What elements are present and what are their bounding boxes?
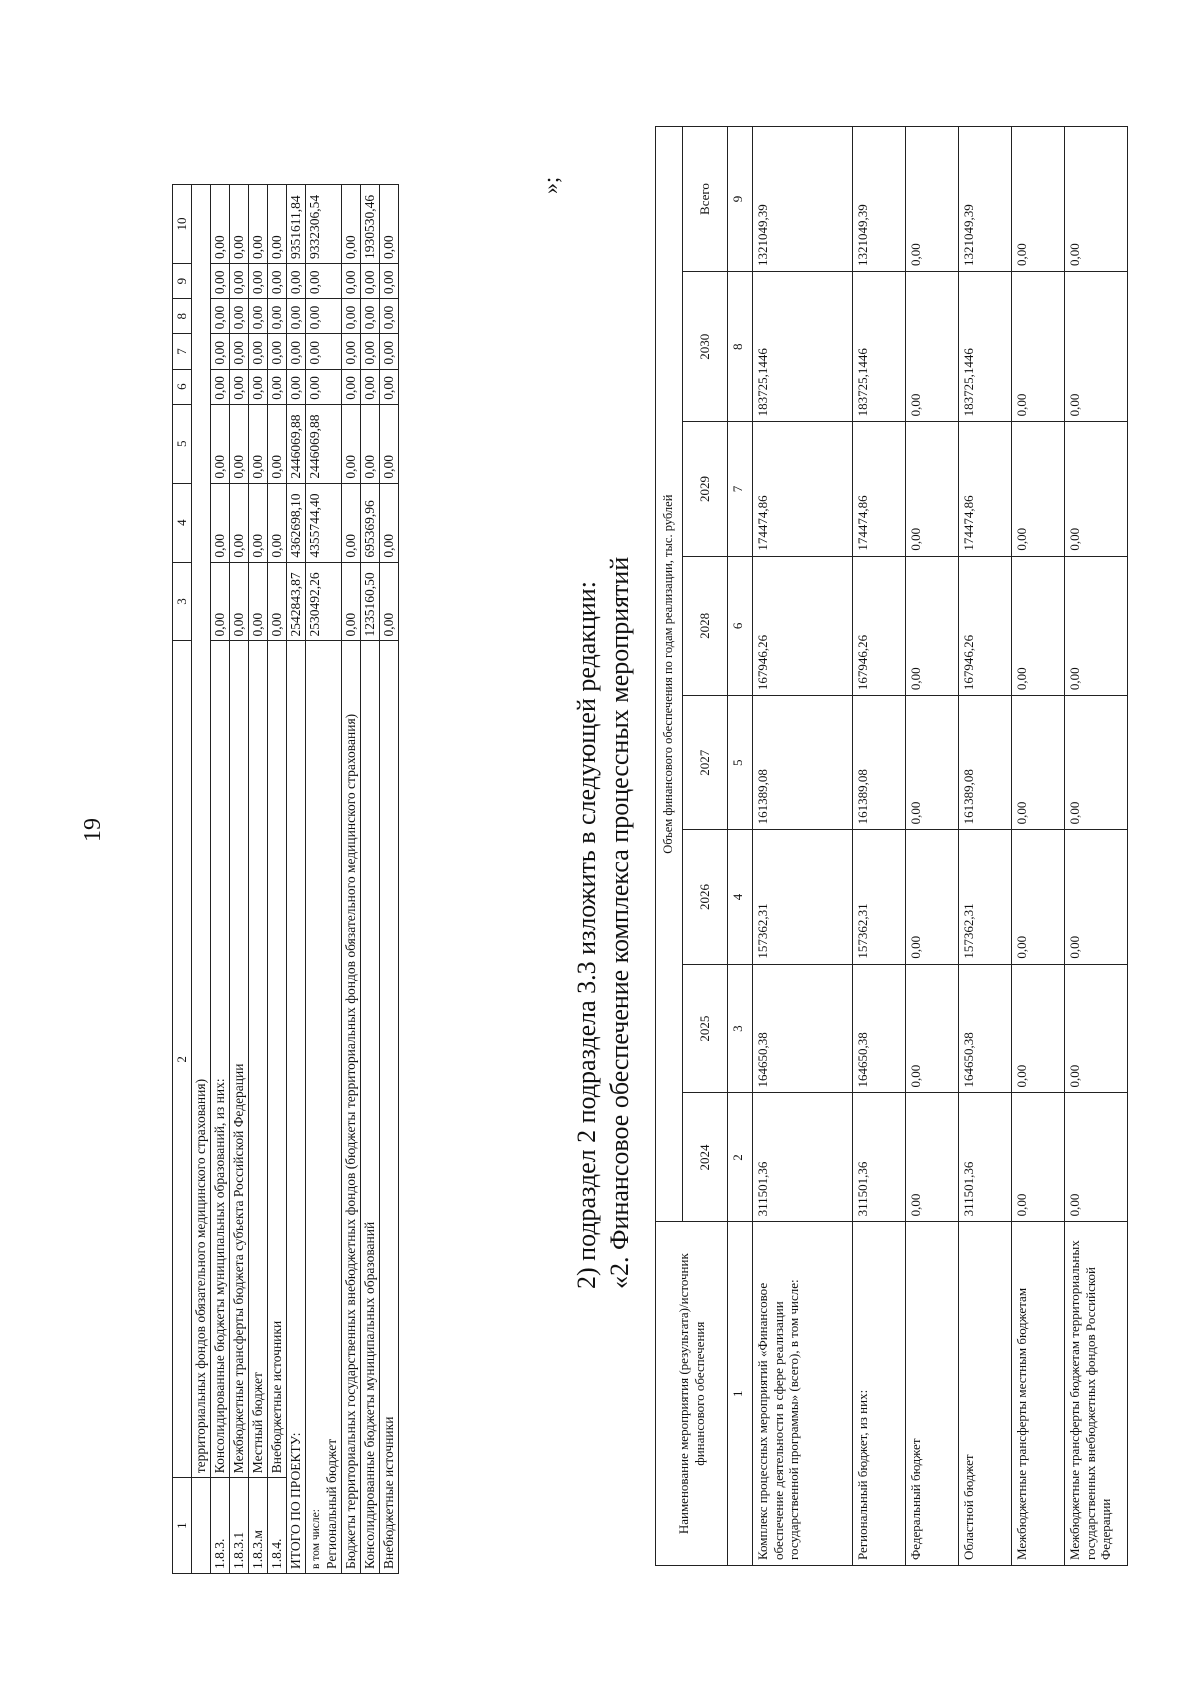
value-cell: 0,00 xyxy=(1012,556,1065,696)
value-cell: 0,00 xyxy=(249,334,268,369)
value-cell: 695369,96 xyxy=(361,483,380,562)
header-cell: Объем финансового обеспечения по годам реализации, тыс. рублей xyxy=(656,127,683,1222)
value-cell: 0,00 xyxy=(1065,830,1128,964)
value-cell: 0,00 xyxy=(380,369,399,404)
table-row xyxy=(287,185,306,1574)
value-cell: 0,00 xyxy=(380,263,399,298)
row-label-prefix: в том числе: xyxy=(310,1509,322,1569)
project-budget-table xyxy=(172,184,399,1574)
column-number: 2 xyxy=(728,1093,753,1222)
column-number: 3 xyxy=(728,964,753,1093)
page-number: 19 xyxy=(80,818,106,842)
value-cell: 0,00 xyxy=(268,369,287,404)
value-cell: 167946,26 xyxy=(853,556,906,696)
year-header: Всего xyxy=(683,127,728,272)
column-number: 9 xyxy=(728,127,753,272)
value-cell: 0,00 xyxy=(380,185,399,264)
value-cell: 0,00 xyxy=(230,404,249,483)
value-cell: 0,00 xyxy=(906,830,959,964)
value-cell: 164650,38 xyxy=(959,964,1012,1093)
table-row xyxy=(342,185,361,1574)
table-row xyxy=(380,185,399,1574)
row-label xyxy=(306,641,342,1574)
value-cell: 0,00 xyxy=(1012,1093,1065,1222)
section-title: «2. Финансовое обеспечение комплекса процессных мероприятий xyxy=(605,556,634,1289)
value-cell: 2530492,26 xyxy=(306,562,342,641)
column-number: 8 xyxy=(728,272,753,422)
table-row xyxy=(211,185,230,1574)
value-cell: 167946,26 xyxy=(753,556,853,696)
value-cell: 0,00 xyxy=(1065,272,1128,422)
value-cell: 0,00 xyxy=(230,562,249,641)
value-cell: 0,00 xyxy=(1065,1093,1128,1222)
value-cell: 0,00 xyxy=(342,404,361,483)
value-cell: 0,00 xyxy=(342,185,361,264)
value-cell: 1321049,39 xyxy=(853,127,906,272)
value-cell: 0,00 xyxy=(1012,830,1065,964)
value-cell: 9351611,84 xyxy=(287,185,306,264)
value-cell: 0,00 xyxy=(268,483,287,562)
value-cell: 0,00 xyxy=(1012,127,1065,272)
value-cell: 0,00 xyxy=(1012,964,1065,1093)
value-cell: 0,00 xyxy=(268,299,287,334)
table-header-row xyxy=(173,185,192,1574)
value-cell: 0,00 xyxy=(906,964,959,1093)
row-label: Консолидированные бюджеты муниципальных образований xyxy=(361,641,380,1574)
row-label: Межбюджетные трансферты бюджетам территориальных государственных внебюджетных фондов Российской Федерации xyxy=(1065,1222,1128,1566)
value-cell: 0,00 xyxy=(361,299,380,334)
table-row xyxy=(249,185,268,1574)
row-label-text: Региональный бюджет xyxy=(324,1438,339,1569)
value-cell: 0,00 xyxy=(1065,556,1128,696)
value-cell: 0,00 xyxy=(1012,272,1065,422)
value-cell: 0,00 xyxy=(1012,422,1065,556)
value-cell: 0,00 xyxy=(249,483,268,562)
value-cell: 0,00 xyxy=(211,263,230,298)
value-cell: 0,00 xyxy=(268,334,287,369)
value-cell: 0,00 xyxy=(230,369,249,404)
year-header: 2029 xyxy=(683,422,728,556)
value-cell: 0,00 xyxy=(268,185,287,264)
value-cell: 0,00 xyxy=(249,562,268,641)
table-row xyxy=(753,127,853,1566)
value-cell: 167946,26 xyxy=(959,556,1012,696)
value-cell: 161389,08 xyxy=(753,696,853,830)
value-cell: 161389,08 xyxy=(959,696,1012,830)
value-cell: 0,00 xyxy=(268,562,287,641)
header-cell: 5 xyxy=(173,404,192,483)
value-cell: 0,00 xyxy=(249,404,268,483)
value-cell: 311501,36 xyxy=(853,1093,906,1222)
value-cell: 0,00 xyxy=(287,369,306,404)
value-cell: 0,00 xyxy=(906,696,959,830)
value-cell: 0,00 xyxy=(361,404,380,483)
value-cell: 0,00 xyxy=(249,263,268,298)
row-label: территориальных фондов обязательного медицинского страхования) xyxy=(192,185,211,1478)
table-row xyxy=(361,185,380,1574)
table-row xyxy=(1065,127,1128,1566)
row-label: Межбюджетные трансферты бюджета субъекта Российской Федерации xyxy=(230,641,249,1478)
value-cell: 0,00 xyxy=(906,272,959,422)
value-cell: 0,00 xyxy=(287,334,306,369)
value-cell: 0,00 xyxy=(1065,127,1128,272)
value-cell: 0,00 xyxy=(906,127,959,272)
value-cell: 157362,31 xyxy=(753,830,853,964)
table-row xyxy=(192,185,211,1574)
value-cell: 157362,31 xyxy=(853,830,906,964)
value-cell: 0,00 xyxy=(1065,964,1128,1093)
column-number: 6 xyxy=(728,556,753,696)
value-cell: 0,00 xyxy=(306,369,342,404)
year-header: 2030 xyxy=(683,272,728,422)
row-number: 1.8.4. xyxy=(268,1478,287,1574)
table-row xyxy=(230,185,249,1574)
value-cell: 0,00 xyxy=(342,334,361,369)
value-cell: 0,00 xyxy=(1012,696,1065,830)
value-cell: 0,00 xyxy=(906,422,959,556)
value-cell: 0,00 xyxy=(230,334,249,369)
value-cell: 0,00 xyxy=(361,369,380,404)
value-cell: 1930530,46 xyxy=(361,185,380,264)
row-label: Комплекс процессных мероприятий «Финансовое обеспечение деятельности в сфере реализации государственной программы» (всего), в том числе: xyxy=(753,1222,853,1566)
value-cell: 1235160,50 xyxy=(361,562,380,641)
value-cell: 0,00 xyxy=(342,369,361,404)
table-row xyxy=(959,127,1012,1566)
value-cell: 311501,36 xyxy=(959,1093,1012,1222)
value-cell: 183725,1446 xyxy=(753,272,853,422)
row-label: Местный бюджет xyxy=(249,641,268,1478)
header-cell: 10 xyxy=(173,185,192,264)
value-cell: 0,00 xyxy=(361,334,380,369)
value-cell: 0,00 xyxy=(306,299,342,334)
row-label: ИТОГО ПО ПРОЕКТУ: xyxy=(287,641,306,1574)
value-cell: 0,00 xyxy=(361,263,380,298)
value-cell: 0,00 xyxy=(380,562,399,641)
value-cell: 9332306,54 xyxy=(306,185,342,264)
value-cell: 0,00 xyxy=(306,263,342,298)
value-cell: 0,00 xyxy=(287,299,306,334)
value-cell: 161389,08 xyxy=(853,696,906,830)
value-cell: 174474,86 xyxy=(753,422,853,556)
value-cell: 0,00 xyxy=(268,263,287,298)
year-header: 2027 xyxy=(683,696,728,830)
value-cell: 0,00 xyxy=(1065,696,1128,830)
value-cell: 0,00 xyxy=(211,404,230,483)
amendment-instruction: 2) подраздел 2 подраздела 3.3 изложить в следующей редакции: xyxy=(572,581,601,1289)
value-cell: 1321049,39 xyxy=(753,127,853,272)
year-header: 2025 xyxy=(683,964,728,1093)
header-cell: 2 xyxy=(173,641,192,1478)
row-label: Областной бюджет xyxy=(959,1222,1012,1566)
value-cell: 4362698,10 xyxy=(287,483,306,562)
value-cell: 0,00 xyxy=(211,185,230,264)
row-label: Внебюджетные источники xyxy=(268,641,287,1478)
header-cell: 4 xyxy=(173,483,192,562)
value-cell: 4355744,40 xyxy=(306,483,342,562)
table-header-row xyxy=(656,127,683,1566)
row-number xyxy=(192,1478,211,1574)
header-cell: 7 xyxy=(173,334,192,369)
value-cell: 0,00 xyxy=(380,404,399,483)
value-cell: 0,00 xyxy=(906,556,959,696)
value-cell: 0,00 xyxy=(342,299,361,334)
table-row xyxy=(906,127,959,1566)
row-label: Региональный бюджет, из них: xyxy=(853,1222,906,1566)
value-cell: 0,00 xyxy=(211,334,230,369)
value-cell: 2446069,88 xyxy=(306,404,342,483)
value-cell: 0,00 xyxy=(230,263,249,298)
column-number-row xyxy=(728,127,753,1566)
header-cell: 1 xyxy=(173,1478,192,1574)
value-cell: 311501,36 xyxy=(753,1093,853,1222)
value-cell: 0,00 xyxy=(268,404,287,483)
year-header: 2026 xyxy=(683,830,728,964)
year-header: 2028 xyxy=(683,556,728,696)
value-cell: 0,00 xyxy=(230,483,249,562)
header-cell: 6 xyxy=(173,369,192,404)
header-cell: 9 xyxy=(173,263,192,298)
row-label: Бюджеты территориальных государственных внебюджетных фондов (бюджеты территориальных фондов обязательного медицинского страхования) xyxy=(342,641,361,1574)
row-number: 1.8.3.1 xyxy=(230,1478,249,1574)
row-number: 1.8.3.м xyxy=(249,1478,268,1574)
value-cell: 2446069,88 xyxy=(287,404,306,483)
header-cell: Наименование мероприятия (результата)/источник финансового обеспечения xyxy=(656,1222,728,1566)
value-cell: 164650,38 xyxy=(853,964,906,1093)
value-cell: 0,00 xyxy=(230,299,249,334)
closing-quote: »; xyxy=(538,176,563,194)
value-cell: 0,00 xyxy=(380,334,399,369)
value-cell: 183725,1446 xyxy=(853,272,906,422)
row-label: Межбюджетные трансферты местным бюджетам xyxy=(1012,1222,1065,1566)
value-cell: 0,00 xyxy=(211,299,230,334)
value-cell: 0,00 xyxy=(342,263,361,298)
value-cell: 164650,38 xyxy=(753,964,853,1093)
value-cell: 0,00 xyxy=(249,299,268,334)
value-cell: 157362,31 xyxy=(959,830,1012,964)
value-cell: 0,00 xyxy=(380,299,399,334)
table-row xyxy=(853,127,906,1566)
column-number: 5 xyxy=(728,696,753,830)
value-cell: 1321049,39 xyxy=(959,127,1012,272)
header-cell: 3 xyxy=(173,562,192,641)
value-cell: 0,00 xyxy=(287,263,306,298)
table-row xyxy=(1012,127,1065,1566)
year-header: 2024 xyxy=(683,1093,728,1222)
row-label: Внебюджетные источники xyxy=(380,641,399,1574)
value-cell: 0,00 xyxy=(380,483,399,562)
value-cell: 2542843,87 xyxy=(287,562,306,641)
value-cell: 174474,86 xyxy=(853,422,906,556)
value-cell: 0,00 xyxy=(211,369,230,404)
value-cell: 174474,86 xyxy=(959,422,1012,556)
value-cell: 0,00 xyxy=(249,185,268,264)
column-number: 4 xyxy=(728,830,753,964)
financial-support-table xyxy=(655,126,1128,1566)
value-cell: 0,00 xyxy=(211,562,230,641)
value-cell: 0,00 xyxy=(906,1093,959,1222)
value-cell: 183725,1446 xyxy=(959,272,1012,422)
value-cell: 0,00 xyxy=(230,185,249,264)
value-cell: 0,00 xyxy=(211,483,230,562)
table-row xyxy=(268,185,287,1574)
row-label: Федеральный бюджет xyxy=(906,1222,959,1566)
table-row xyxy=(306,185,342,1574)
value-cell: 0,00 xyxy=(342,562,361,641)
row-label: Консолидированные бюджеты муниципальных образований, из них: xyxy=(211,641,230,1478)
column-number: 7 xyxy=(728,422,753,556)
column-number: 1 xyxy=(728,1222,753,1566)
value-cell: 0,00 xyxy=(306,334,342,369)
value-cell: 0,00 xyxy=(1065,422,1128,556)
row-number: 1.8.3. xyxy=(211,1478,230,1574)
header-cell: 8 xyxy=(173,299,192,334)
value-cell: 0,00 xyxy=(249,369,268,404)
value-cell: 0,00 xyxy=(342,483,361,562)
